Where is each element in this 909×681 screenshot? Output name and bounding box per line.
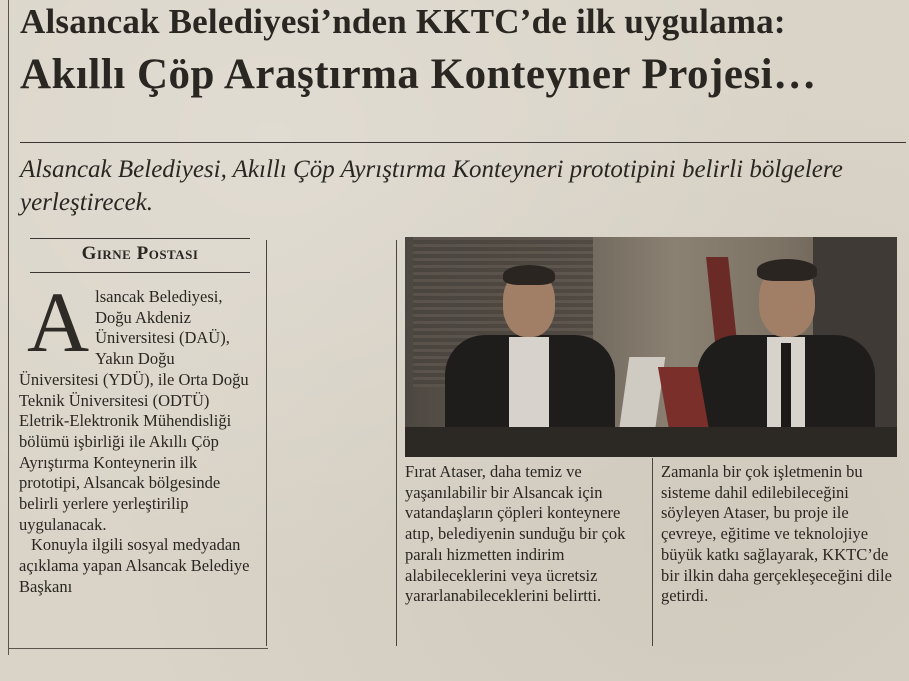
article-photo <box>405 237 897 457</box>
byline-top-rule <box>30 238 250 239</box>
photo-person-right <box>697 257 877 447</box>
byline: Girne Postası <box>81 243 199 264</box>
body-paragraph-1-text: lsancak Belediyesi, Doğu Akdeniz Üniversitesi (DAÜ), Yakın Doğu Üniversitesi (YDÜ), ile Orta Doğu Teknik Üniversitesi (ODTÜ) Eletrik-Elektronik Mühendisliği bölümü işbirliği ile Akıllı Çöp Ayrıştırma Konteynerin ilk prototipi, Alsancak bölgesinde belirli yerlere yerleştirilip uygulanacak. <box>19 287 249 534</box>
photo-person-left <box>435 257 625 447</box>
body-paragraph-1 <box>19 274 255 535</box>
byline-bottom-rule <box>30 272 250 273</box>
headline-divider <box>20 142 906 143</box>
body-column-1 <box>19 274 255 598</box>
photo-table <box>405 427 897 457</box>
column-rule <box>396 240 397 646</box>
left-margin-rule <box>8 0 9 655</box>
article-deck: Alsancak Belediyesi, Akıllı Çöp Ayrıştırma Konteyneri prototipini belirli bölgelere yerleştirecek. <box>20 156 843 216</box>
column-rule <box>266 240 267 646</box>
article-kicker: Alsancak Belediyesi’nden KKTC’de ilk uygulama: <box>20 2 786 41</box>
body-column-3 <box>661 462 901 607</box>
body-paragraph-2: Konuyla ilgili sosyal medyadan açıklama yapan Alsancak Belediye Başkanı <box>19 535 250 596</box>
body-paragraph-3: Fırat Ataser, daha temiz ve yaşanılabilir bir Alsancak için vatandaşların çöpleri konteynere atıp, belediyenin sunduğu bir çok paralı hizmetten indirim alabileceklerini veya ücretsiz yararlanabileceklerini belirtti. <box>405 462 626 606</box>
drop-cap: A <box>27 274 90 370</box>
body-column-2 <box>405 462 645 607</box>
body-paragraph-4: Zamanla bir çok işletmenin bu sisteme dahil edilebileceğini söyleyen Ataser, bu proje ile çevreye, eğitime ve teknolojiye büyük katkı sağlayarak, KKTC’de bir ilkin daha gerçekleşeceğini dile getirdi. <box>661 462 892 606</box>
bottom-rule <box>8 648 268 649</box>
article-headline: Akıllı Çöp Araştırma Konteyner Projesi… <box>20 51 817 98</box>
column-rule <box>652 458 653 646</box>
